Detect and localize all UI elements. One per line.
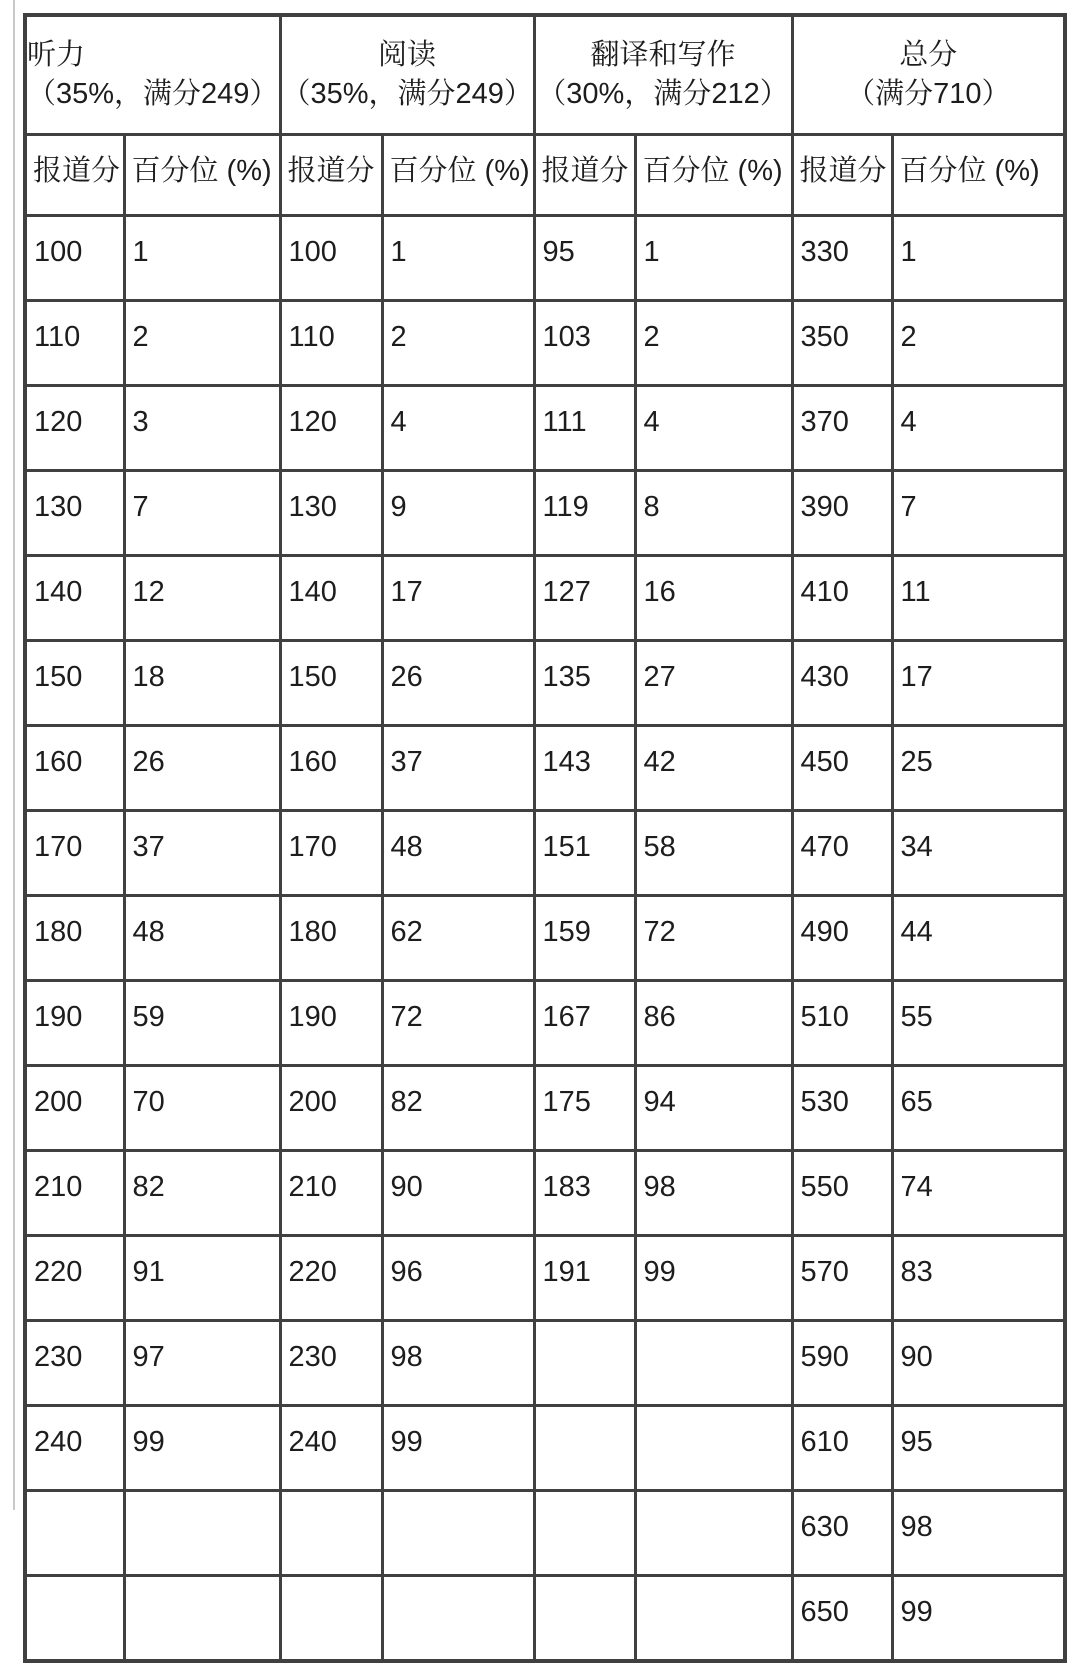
- table-cell: 7: [892, 471, 1065, 556]
- table-cell: 95: [534, 216, 635, 301]
- table-cell: 27: [635, 641, 792, 726]
- table-cell: 190: [25, 981, 124, 1066]
- table-cell: 190: [280, 981, 382, 1066]
- table-cell: 58: [635, 811, 792, 896]
- table-cell: 111: [534, 386, 635, 471]
- table-cell: 99: [892, 1576, 1065, 1662]
- table-cell: 210: [280, 1151, 382, 1236]
- table-cell: 98: [382, 1321, 534, 1406]
- group-subtitle: （30%，满分212）: [537, 78, 789, 110]
- table-cell: [534, 1321, 635, 1406]
- table-cell: 135: [534, 641, 635, 726]
- table-row: [25, 1576, 1065, 1662]
- table-cell: 25: [892, 726, 1065, 811]
- sub-header-total-percentile: 百分位 (%): [892, 135, 1065, 216]
- table-cell: 200: [280, 1066, 382, 1151]
- table-cell: 99: [635, 1236, 792, 1321]
- table-cell: 410: [792, 556, 892, 641]
- table-cell: 48: [382, 811, 534, 896]
- sub-header-row: [25, 135, 1065, 216]
- table-cell: 72: [635, 896, 792, 981]
- table-row: [25, 1236, 1065, 1321]
- table-cell: 450: [792, 726, 892, 811]
- table-cell: 72: [382, 981, 534, 1066]
- table-cell: 200: [25, 1066, 124, 1151]
- table-cell: 17: [382, 556, 534, 641]
- table-cell: 180: [25, 896, 124, 981]
- table-cell: 240: [280, 1406, 382, 1491]
- table-cell: 330: [792, 216, 892, 301]
- group-header-translation-writing: [534, 15, 792, 135]
- table-cell: 8: [635, 471, 792, 556]
- table-cell: 2: [382, 301, 534, 386]
- table-row: [25, 1321, 1065, 1406]
- table-cell: 170: [280, 811, 382, 896]
- table-cell: 143: [534, 726, 635, 811]
- group-title: 听力: [27, 38, 86, 71]
- table-cell: 94: [635, 1066, 792, 1151]
- table-cell: 630: [792, 1491, 892, 1576]
- table-row: [25, 386, 1065, 471]
- table-cell: 100: [280, 216, 382, 301]
- table-cell: [534, 1491, 635, 1576]
- table-cell: 170: [25, 811, 124, 896]
- table-cell: 12: [124, 556, 280, 641]
- table-cell: [382, 1491, 534, 1576]
- table-cell: 1: [124, 216, 280, 301]
- table-cell: [382, 1576, 534, 1662]
- table-cell: 490: [792, 896, 892, 981]
- table-body: [25, 216, 1065, 1662]
- group-title: 翻译和写作: [590, 38, 736, 71]
- table-cell: [635, 1576, 792, 1662]
- group-header-total: [792, 15, 1065, 135]
- table-cell: 150: [25, 641, 124, 726]
- table-cell: [635, 1491, 792, 1576]
- table-cell: 70: [124, 1066, 280, 1151]
- table-row: [25, 216, 1065, 301]
- table-cell: 127: [534, 556, 635, 641]
- table-cell: 160: [280, 726, 382, 811]
- table-cell: 230: [280, 1321, 382, 1406]
- table-cell: 183: [534, 1151, 635, 1236]
- table-cell: 82: [382, 1066, 534, 1151]
- table-cell: 550: [792, 1151, 892, 1236]
- table-row: [25, 471, 1065, 556]
- table-row: [25, 1151, 1065, 1236]
- table-cell: 44: [892, 896, 1065, 981]
- table-cell: 650: [792, 1576, 892, 1662]
- table-row: [25, 811, 1065, 896]
- group-subtitle: （满分710）: [846, 78, 1011, 110]
- table-cell: 160: [25, 726, 124, 811]
- table-row: [25, 1406, 1065, 1491]
- table-cell: 140: [25, 556, 124, 641]
- table-cell: 1: [892, 216, 1065, 301]
- table-cell: 99: [382, 1406, 534, 1491]
- table-cell: 86: [635, 981, 792, 1066]
- sub-header-listening-score: 报道分: [25, 135, 124, 216]
- table-cell: 17: [892, 641, 1065, 726]
- table-cell: [534, 1406, 635, 1491]
- table-row: [25, 1066, 1065, 1151]
- group-header-listening: [25, 15, 280, 135]
- table-cell: [124, 1491, 280, 1576]
- sub-header-translation-percentile: 百分位 (%): [635, 135, 792, 216]
- sub-header-total-score: 报道分: [792, 135, 892, 216]
- table-cell: 48: [124, 896, 280, 981]
- table-cell: 175: [534, 1066, 635, 1151]
- table-cell: 590: [792, 1321, 892, 1406]
- table-cell: 62: [382, 896, 534, 981]
- table-cell: 4: [382, 386, 534, 471]
- table-cell: 240: [25, 1406, 124, 1491]
- table-cell: 120: [25, 386, 124, 471]
- group-title: 阅读: [377, 38, 436, 71]
- page-edge-line: [13, 0, 15, 1510]
- table-cell: 37: [382, 726, 534, 811]
- table-cell: 4: [892, 386, 1065, 471]
- group-header-row: [25, 15, 1065, 135]
- table-cell: 2: [892, 301, 1065, 386]
- table-cell: 167: [534, 981, 635, 1066]
- table-row: [25, 1491, 1065, 1576]
- table-cell: 18: [124, 641, 280, 726]
- table-cell: 95: [892, 1406, 1065, 1491]
- table-cell: 470: [792, 811, 892, 896]
- table-cell: 370: [792, 386, 892, 471]
- table-cell: 55: [892, 981, 1065, 1066]
- table-cell: 7: [124, 471, 280, 556]
- group-subtitle: （35%，满分249）: [281, 78, 533, 110]
- table-cell: [280, 1576, 382, 1662]
- table-cell: 74: [892, 1151, 1065, 1236]
- table-cell: 220: [25, 1236, 124, 1321]
- table-cell: 26: [382, 641, 534, 726]
- table-cell: 350: [792, 301, 892, 386]
- table-cell: 103: [534, 301, 635, 386]
- table-cell: [25, 1491, 124, 1576]
- sub-header-reading-percentile: 百分位 (%): [382, 135, 534, 216]
- table-cell: 34: [892, 811, 1065, 896]
- table-cell: 390: [792, 471, 892, 556]
- table-row: [25, 641, 1065, 726]
- table-cell: 83: [892, 1236, 1065, 1321]
- table-cell: 98: [892, 1491, 1065, 1576]
- table-cell: 150: [280, 641, 382, 726]
- table-cell: 3: [124, 386, 280, 471]
- table-cell: 120: [280, 386, 382, 471]
- table-cell: 151: [534, 811, 635, 896]
- table-cell: 26: [124, 726, 280, 811]
- table-cell: [534, 1576, 635, 1662]
- table-cell: 140: [280, 556, 382, 641]
- table-cell: [635, 1321, 792, 1406]
- table-row: [25, 301, 1065, 386]
- table-cell: 100: [25, 216, 124, 301]
- table-cell: 65: [892, 1066, 1065, 1151]
- group-header-reading: [280, 15, 534, 135]
- table-cell: 159: [534, 896, 635, 981]
- group-subtitle: （35%，满分249）: [27, 78, 279, 110]
- table-cell: 130: [280, 471, 382, 556]
- table-cell: 82: [124, 1151, 280, 1236]
- table-cell: 2: [124, 301, 280, 386]
- table-cell: 110: [25, 301, 124, 386]
- sub-header-listening-percentile: 百分位 (%): [124, 135, 280, 216]
- table-cell: 37: [124, 811, 280, 896]
- table-row: [25, 896, 1065, 981]
- table-cell: 570: [792, 1236, 892, 1321]
- table-cell: 530: [792, 1066, 892, 1151]
- table-cell: 210: [25, 1151, 124, 1236]
- table-cell: 1: [635, 216, 792, 301]
- table-cell: 11: [892, 556, 1065, 641]
- table-cell: 42: [635, 726, 792, 811]
- table-cell: 91: [124, 1236, 280, 1321]
- table-cell: 110: [280, 301, 382, 386]
- table-cell: 119: [534, 471, 635, 556]
- table-cell: 9: [382, 471, 534, 556]
- table-cell: 90: [382, 1151, 534, 1236]
- table-cell: 98: [635, 1151, 792, 1236]
- table-cell: 90: [892, 1321, 1065, 1406]
- score-percentile-table: [23, 13, 1067, 1663]
- table-cell: 1: [382, 216, 534, 301]
- table-cell: 430: [792, 641, 892, 726]
- table-cell: [635, 1406, 792, 1491]
- table-cell: 96: [382, 1236, 534, 1321]
- table-row: [25, 981, 1065, 1066]
- table-cell: 59: [124, 981, 280, 1066]
- table-cell: 191: [534, 1236, 635, 1321]
- table-cell: 610: [792, 1406, 892, 1491]
- table-cell: 130: [25, 471, 124, 556]
- group-title: 总分: [899, 38, 958, 71]
- table-cell: 230: [25, 1321, 124, 1406]
- sub-header-translation-score: 报道分: [534, 135, 635, 216]
- table-cell: 2: [635, 301, 792, 386]
- table-cell: 4: [635, 386, 792, 471]
- table-cell: 99: [124, 1406, 280, 1491]
- table-cell: [280, 1491, 382, 1576]
- table-cell: 97: [124, 1321, 280, 1406]
- table-cell: 16: [635, 556, 792, 641]
- table-row: [25, 726, 1065, 811]
- table-cell: [25, 1576, 124, 1662]
- table-cell: 510: [792, 981, 892, 1066]
- table-cell: [124, 1576, 280, 1662]
- table-cell: 180: [280, 896, 382, 981]
- table-cell: 220: [280, 1236, 382, 1321]
- table-row: [25, 556, 1065, 641]
- sub-header-reading-score: 报道分: [280, 135, 382, 216]
